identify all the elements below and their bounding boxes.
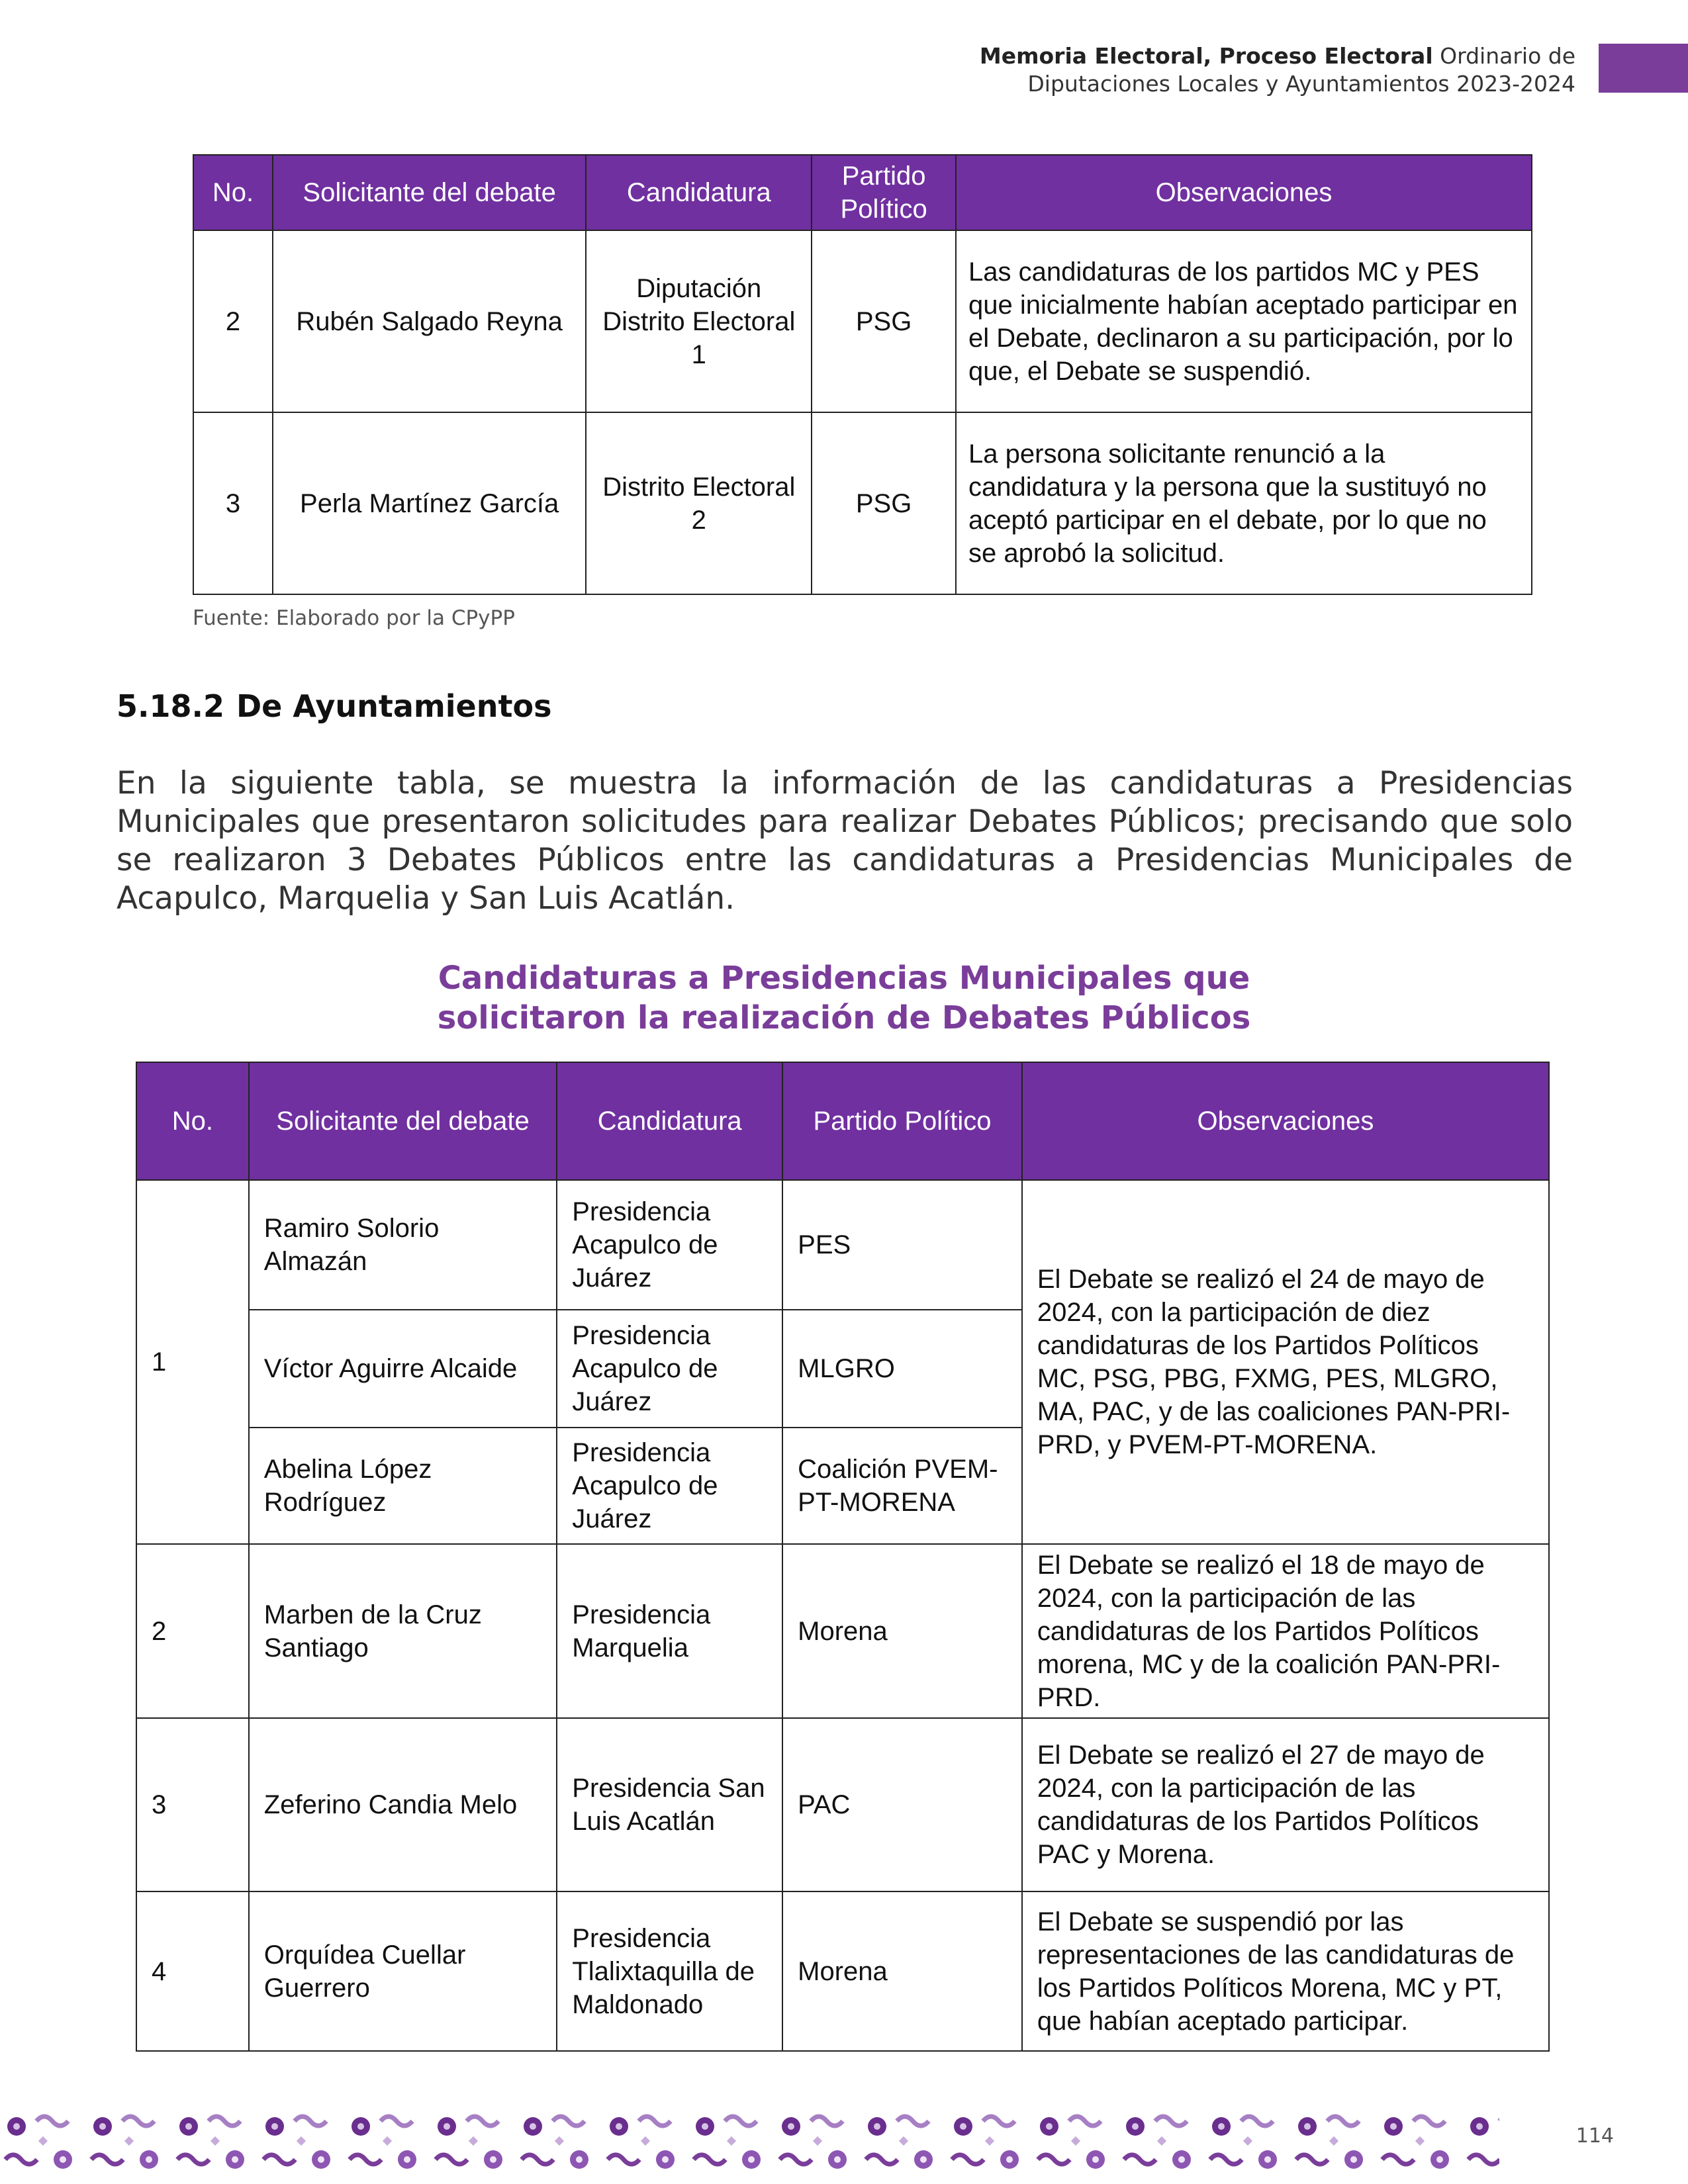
cell-observaciones: La persona solicitante renunció a la candidatura y la persona que la sustituyó no aceptó participar en el debate, por lo que no se aprobó la solicitud. (956, 412, 1532, 594)
cell-candidatura: Presidencia Acapulco de Juárez (557, 1180, 782, 1310)
table-header-row (136, 1062, 1549, 1180)
table-title-line-2: solicitaron la realización de Debates Públicos (437, 999, 1251, 1036)
table-row (136, 1718, 1549, 1891)
header-partido: Partido Político (782, 1062, 1022, 1180)
cell-solicitante: Víctor Aguirre Alcaide (249, 1310, 557, 1428)
body-paragraph: En la siguiente tabla, se muestra la información de las candidaturas a Presidencias Municipales que presentaron solicitudes para realizar Debates Públicos; precisando que solo se realizaron 3 Debates Públicos entre las candidaturas a Presidencias Municipales de Acapulco, Marquelia y San Luis Acatlán. (117, 765, 1573, 917)
cell-partido: Morena (782, 1544, 1022, 1718)
cell-solicitante: Orquídea Cuellar Guerrero (249, 1891, 557, 2051)
header-observaciones: Observaciones (956, 155, 1532, 230)
cell-observaciones: El Debate se realizó el 27 de mayo de 2024, con la participación de las candidaturas de los Partidos Políticos PAC y Morena. (1022, 1718, 1549, 1891)
cell-candidatura: Distrito Electoral 2 (586, 412, 812, 594)
header-bold-text: Memoria Electoral, Proceso Electoral (979, 43, 1433, 69)
debates-diputaciones-table (193, 154, 1532, 595)
cell-partido: MLGRO (782, 1310, 1022, 1428)
cell-no: 2 (136, 1544, 249, 1718)
page-number: 114 (1575, 2124, 1614, 2148)
running-header (980, 42, 1575, 98)
cell-candidatura: Presidencia San Luis Acatlán (557, 1718, 782, 1891)
table-source-note: Fuente: Elaborado por la CPyPP (193, 606, 515, 630)
section-heading (117, 688, 551, 724)
table-row (193, 230, 1532, 412)
cell-candidatura: Presidencia Marquelia (557, 1544, 782, 1718)
header-candidatura: Candidatura (586, 155, 812, 230)
table-row (136, 1180, 1549, 1310)
cell-partido: Morena (782, 1891, 1022, 2051)
table-row (193, 412, 1532, 594)
cell-partido: PSG (812, 412, 956, 594)
header-color-block (1599, 44, 1688, 93)
cell-no: 2 (193, 230, 273, 412)
debates-ayuntamientos-table (136, 1062, 1550, 2052)
cell-no: 3 (193, 412, 273, 594)
table-row (136, 1891, 1549, 2051)
cell-solicitante: Perla Martínez García (273, 412, 586, 594)
cell-solicitante: Rubén Salgado Reyna (273, 230, 586, 412)
cell-solicitante: Abelina López Rodríguez (249, 1428, 557, 1544)
header-no: No. (136, 1062, 249, 1180)
cell-no: 1 (136, 1180, 249, 1544)
cell-partido: PAC (782, 1718, 1022, 1891)
table-row (136, 1544, 1549, 1718)
cell-partido: PES (782, 1180, 1022, 1310)
cell-observaciones: El Debate se suspendió por las representaciones de las candidaturas de los Partidos Políticos Morena, MC y PT, que habían aceptado participar. (1022, 1891, 1549, 2051)
cell-candidatura: Presidencia Acapulco de Juárez (557, 1428, 782, 1544)
section-title: De Ayuntamientos (236, 688, 552, 724)
embroidery-border (0, 2108, 1499, 2184)
cell-candidatura: Diputación Distrito Electoral 1 (586, 230, 812, 412)
table-header-row (193, 155, 1532, 230)
cell-candidatura: Presidencia Acapulco de Juárez (557, 1310, 782, 1428)
header-no: No. (193, 155, 273, 230)
cell-solicitante: Marben de la Cruz Santiago (249, 1544, 557, 1718)
cell-partido: PSG (812, 230, 956, 412)
table-title-line-1: Candidaturas a Presidencias Municipales que (438, 960, 1250, 997)
section-number: 5.18.2 (117, 688, 224, 724)
cell-observaciones: El Debate se realizó el 18 de mayo de 2024, con la participación de las candidaturas de los Partidos Políticos morena, MC y de la coalición PAN-PRI-PRD. (1022, 1544, 1549, 1718)
cell-partido: Coalición PVEM-PT-MORENA (782, 1428, 1022, 1544)
table-title (0, 958, 1688, 1038)
header-candidatura: Candidatura (557, 1062, 782, 1180)
header-subtitle: Diputaciones Locales y Ayuntamientos 2023-2024 (1027, 71, 1575, 97)
cell-observaciones: Las candidaturas de los partidos MC y PES que inicialmente habían aceptado participar en el Debate, declinaron a su participación, por lo que, el Debate se suspendió. (956, 230, 1532, 412)
cell-candidatura: Presidencia Tlalixtaquilla de Maldonado (557, 1891, 782, 2051)
header-solicitante: Solicitante del debate (273, 155, 586, 230)
cell-solicitante: Ramiro Solorio Almazán (249, 1180, 557, 1310)
cell-no: 4 (136, 1891, 249, 2051)
header-text: Ordinario de (1432, 43, 1575, 69)
cell-no: 3 (136, 1718, 249, 1891)
header-observaciones: Observaciones (1022, 1062, 1549, 1180)
header-partido: Partido Político (812, 155, 956, 230)
cell-solicitante: Zeferino Candia Melo (249, 1718, 557, 1891)
header-solicitante: Solicitante del debate (249, 1062, 557, 1180)
cell-observaciones: El Debate se realizó el 24 de mayo de 2024, con la participación de diez candidaturas de los Partidos Políticos MC, PSG, PBG, FXMG, PES, MLGRO, MA, PAC, y de las coaliciones PAN-PRI-PRD, y PVEM-PT-MORENA. (1022, 1180, 1549, 1544)
